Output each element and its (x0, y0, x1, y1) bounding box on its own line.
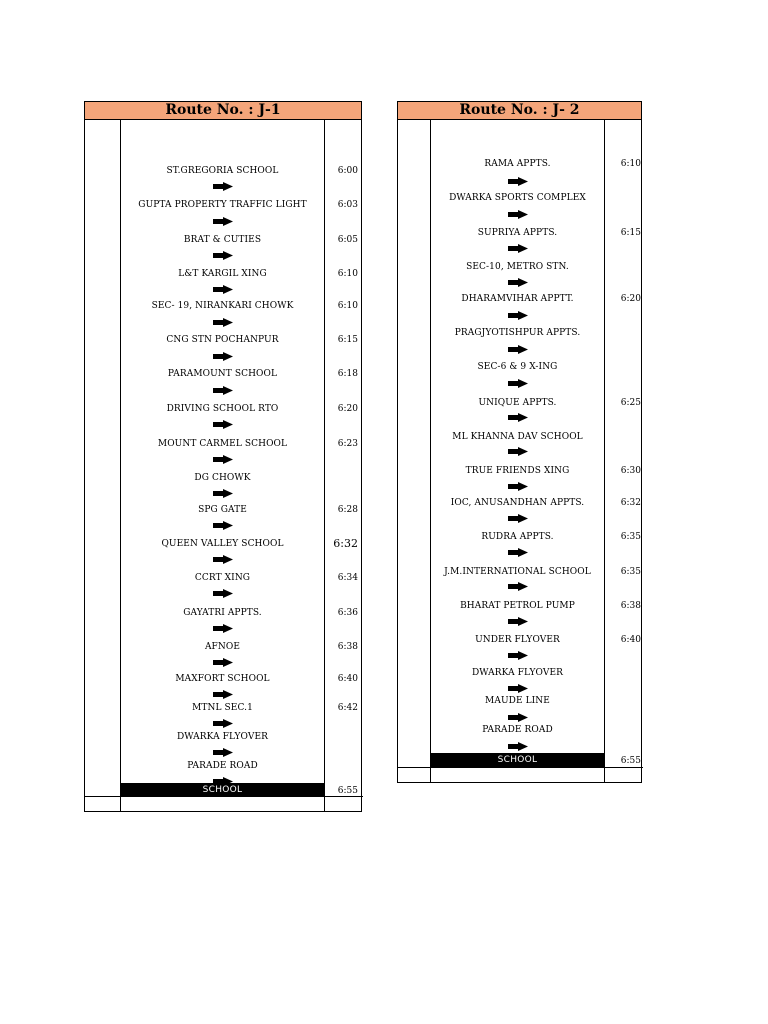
stop-name: DRIVING SCHOOL RTO (166, 404, 279, 414)
stop-name: AFNOE (204, 642, 241, 652)
column-divider (430, 120, 431, 782)
column-divider (604, 120, 605, 782)
stop-name: DG CHOWK (194, 473, 251, 483)
arrow-right-icon (213, 771, 233, 780)
row-divider (85, 796, 363, 797)
stop-time: 6:23 (337, 439, 358, 449)
stop-time (607, 360, 641, 374)
arrow-right-icon (508, 339, 528, 348)
stop-name: L&T KARGIL XING (178, 269, 267, 279)
stop-name: J.M.INTERNATIONAL SCHOOL (444, 567, 591, 577)
stop-name: MAUDE LINE (485, 696, 550, 706)
arrow-right-icon (508, 707, 528, 716)
arrow-right-icon (508, 204, 528, 213)
stop-time (607, 191, 641, 205)
stop-name: DHARAMVIHAR APPTT. (461, 294, 574, 304)
arrow-right-icon (213, 483, 233, 492)
stop-name: BRAT & CUTIES (183, 235, 262, 245)
stop-time (607, 260, 641, 274)
stop-name: TRUE FRIENDS XING (465, 466, 570, 476)
arrow-right-icon (508, 305, 528, 314)
route-title: Route No. : J- 2 (398, 102, 641, 120)
arrow-right-icon (213, 742, 233, 751)
stop-name: SEC-6 & 9 X-ING (477, 362, 558, 372)
stop-name: PARADE ROAD (482, 725, 553, 735)
stop-name: PARADE ROAD (187, 761, 258, 771)
stop-name: QUEEN VALLEY SCHOOL (161, 539, 284, 549)
arrow-right-icon (213, 618, 233, 627)
route-title: Route No. : J-1 (85, 102, 361, 120)
arrow-right-icon (508, 272, 528, 281)
stop-time: 6:20 (620, 294, 641, 304)
stop-name: ML KHANNA DAV SCHOOL (452, 432, 583, 442)
stop-name: RAMA APPTS. (484, 159, 551, 169)
stop-time (324, 471, 358, 485)
stop-time: 6:15 (620, 228, 641, 238)
arrow-right-icon (213, 211, 233, 220)
stop-time: 6:38 (337, 642, 358, 652)
stop-time (607, 694, 641, 708)
arrow-right-icon (213, 713, 233, 722)
stop-time: 6:34 (337, 573, 358, 583)
arrow-right-icon (508, 542, 528, 551)
school-time: 6:55 (620, 756, 641, 766)
arrow-right-icon (508, 508, 528, 517)
row-divider (398, 767, 643, 768)
arrow-right-icon (213, 684, 233, 693)
arrow-right-icon (508, 476, 528, 485)
arrow-right-icon (508, 678, 528, 687)
arrow-right-icon (508, 441, 528, 450)
arrow-right-icon (213, 245, 233, 254)
stop-name: MTNL SEC.1 (192, 703, 253, 713)
stop-time: 6:35 (620, 532, 641, 542)
stop-name: CCRT XING (194, 573, 251, 583)
school-destination-bar (431, 753, 604, 767)
stop-name: PRAGJYOTISHPUR APPTS. (454, 328, 581, 338)
stop-time: 6:10 (337, 269, 358, 279)
stop-time: 6:15 (337, 335, 358, 345)
stop-time: 6:10 (620, 159, 641, 169)
stop-time: 6:42 (337, 703, 358, 713)
arrow-right-icon (508, 645, 528, 654)
arrow-right-icon (508, 576, 528, 585)
stop-name: UNIQUE APPTS. (478, 398, 557, 408)
stop-name: SEC- 19, NIRANKARI CHOWK (151, 301, 294, 311)
stop-name: IOC, ANUSANDHAN APPTS. (450, 498, 585, 508)
stop-name: ST.GREGORIA SCHOOL (166, 166, 279, 176)
stop-time: 6:00 (337, 166, 358, 176)
stop-time: 6:36 (337, 608, 358, 618)
school-label: SCHOOL (202, 785, 243, 795)
arrow-right-icon (508, 373, 528, 382)
stop-time: 6:40 (337, 674, 358, 684)
route-j1-table (84, 101, 362, 812)
school-time: 6:55 (337, 786, 358, 796)
stop-time: 6:03 (337, 200, 358, 210)
arrow-right-icon (213, 449, 233, 458)
stop-name: MAXFORT SCHOOL (175, 674, 270, 684)
school-label: SCHOOL (497, 755, 538, 765)
stop-time: 6:30 (620, 466, 641, 476)
stop-time (607, 723, 641, 737)
stop-name: GUPTA PROPERTY TRAFFIC LIGHT (138, 200, 307, 210)
arrow-right-icon (213, 279, 233, 288)
arrow-right-icon (213, 652, 233, 661)
stop-time: 6:38 (620, 601, 641, 611)
stop-name: GAYATRI APPTS. (183, 608, 262, 618)
stop-name: UNDER FLYOVER (475, 635, 560, 645)
stop-time: 6:05 (337, 235, 358, 245)
stop-name: MOUNT CARMEL SCHOOL (157, 439, 288, 449)
arrow-right-icon (508, 736, 528, 745)
stop-time (607, 666, 641, 680)
stop-time (607, 430, 641, 444)
stop-name: SUPRIYA APPTS. (477, 228, 558, 238)
stop-name: BHARAT PETROL PUMP (460, 601, 575, 611)
arrow-right-icon (508, 611, 528, 620)
school-destination-bar (121, 783, 324, 797)
arrow-right-icon (508, 238, 528, 247)
arrow-right-icon (213, 346, 233, 355)
stop-time: 6:32 (620, 498, 641, 508)
arrow-right-icon (213, 312, 233, 321)
stop-name: DWARKA SPORTS COMPLEX (449, 193, 586, 203)
stop-name: RUDRA APPTS. (481, 532, 554, 542)
arrow-right-icon (508, 407, 528, 416)
stop-time (324, 759, 358, 773)
arrow-right-icon (213, 549, 233, 558)
arrow-right-icon (508, 171, 528, 180)
arrow-right-icon (213, 583, 233, 592)
stop-time: 6:35 (620, 567, 641, 577)
stop-name: CNG STN POCHANPUR (166, 335, 279, 345)
stop-time: 6:18 (337, 369, 358, 379)
stop-name: DWARKA FLYOVER (176, 732, 269, 742)
stop-time: 6:28 (337, 505, 358, 515)
stop-name: DWARKA FLYOVER (471, 668, 564, 678)
stop-time: 6:10 (337, 301, 358, 311)
arrow-right-icon (213, 515, 233, 524)
stop-time: 6:20 (337, 404, 358, 414)
stop-name: SPG GATE (198, 505, 247, 515)
stop-time: 6:25 (620, 398, 641, 408)
stop-name: PARAMOUNT SCHOOL (167, 369, 278, 379)
arrow-right-icon (213, 176, 233, 185)
arrow-right-icon (213, 414, 233, 423)
stop-time (607, 326, 641, 340)
arrow-right-icon (213, 380, 233, 389)
stop-name: SEC-10, METRO STN. (466, 262, 569, 272)
route-j2-table (397, 101, 642, 783)
stop-time (324, 730, 358, 744)
stop-time: 6:40 (620, 635, 641, 645)
stop-time: 6:32 (333, 537, 358, 550)
